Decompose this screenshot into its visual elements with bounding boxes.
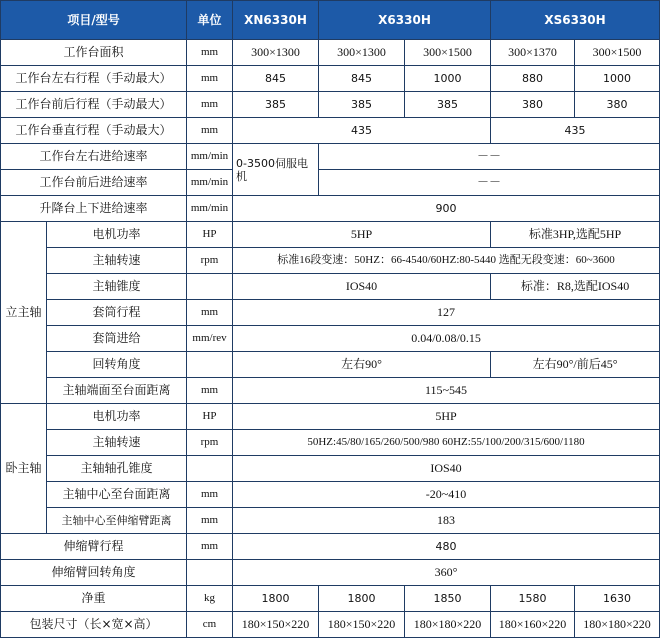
row-label: 主轴轴孔锥度 — [47, 456, 187, 482]
row-label: 工作台左右进给速率 — [1, 144, 187, 170]
value-cell: 左右90°/前后45° — [491, 352, 660, 378]
row-unit: mm — [187, 378, 233, 404]
row-label: 电机功率 — [47, 404, 187, 430]
value-cell: 385 — [405, 92, 491, 118]
value-cell: 385 — [319, 92, 405, 118]
value-cell: 5HP — [233, 222, 491, 248]
row-label: 净重 — [1, 586, 187, 612]
row-label: 回转角度 — [47, 352, 187, 378]
row-label: 包装尺寸（长×宽×高） — [1, 612, 187, 638]
row-unit: mm — [187, 118, 233, 144]
row-label: 工作台前后进给速率 — [1, 170, 187, 196]
value-cell: 180×150×220 — [233, 612, 319, 638]
value-cell: 300×1370 — [491, 40, 575, 66]
row-lr-feed — [1, 144, 660, 170]
row-unit: mm — [187, 534, 233, 560]
row-hs-center-to-table — [1, 482, 660, 508]
row-label: 伸缩臂回转角度 — [1, 560, 187, 586]
value-cell: 183 — [233, 508, 660, 534]
value-cell: 380 — [575, 92, 660, 118]
row-vs-taper — [1, 274, 660, 300]
row-unit: mm — [187, 508, 233, 534]
value-cell: 300×1500 — [575, 40, 660, 66]
value-cell: 左右90° — [233, 352, 491, 378]
row-label: 电机功率 — [47, 222, 187, 248]
header-model-xn6330h: XN6330H — [233, 1, 319, 40]
row-label: 主轴中心至台面距离 — [47, 482, 187, 508]
row-vs-nose-to-table — [1, 378, 660, 404]
value-cell: 180×180×220 — [405, 612, 491, 638]
value-cell: 300×1300 — [233, 40, 319, 66]
value-cell: 385 — [233, 92, 319, 118]
row-lr-travel — [1, 66, 660, 92]
row-vs-quill-travel — [1, 300, 660, 326]
value-cell: 标准16段变速：50HZ：66-4540/60HZ:80-5440 选配无段变速：60~3600 — [233, 248, 660, 274]
value-cell: 480 — [233, 534, 660, 560]
row-fb-feed — [1, 170, 660, 196]
row-hs-speed — [1, 430, 660, 456]
value-cell: 435 — [233, 118, 491, 144]
value-cell: 180×150×220 — [319, 612, 405, 638]
value-cell: 1580 — [491, 586, 575, 612]
row-label: 主轴锥度 — [47, 274, 187, 300]
row-vertical-travel — [1, 118, 660, 144]
row-label: 升降台上下进给速率 — [1, 196, 187, 222]
value-cell: 1850 — [405, 586, 491, 612]
row-label: 工作台前后行程（手动最大） — [1, 92, 187, 118]
servo-motor-cell: 0-3500伺服电机 — [233, 144, 319, 196]
value-cell: 360° — [233, 560, 660, 586]
row-label: 主轴转速 — [47, 248, 187, 274]
row-label: 套筒进给 — [47, 326, 187, 352]
row-label: 工作台面积 — [1, 40, 187, 66]
row-label: 套筒行程 — [47, 300, 187, 326]
header-unit: 单位 — [187, 1, 233, 40]
value-cell: IOS40 — [233, 456, 660, 482]
row-unit: mm/min — [187, 196, 233, 222]
value-cell: 127 — [233, 300, 660, 326]
group-label-vertical-spindle: 立主轴 — [1, 222, 47, 404]
value-cell: 1000 — [405, 66, 491, 92]
header-model-xs6330h: XS6330H — [491, 1, 660, 40]
value-cell: 900 — [233, 196, 660, 222]
row-vs-swivel — [1, 352, 660, 378]
row-label: 主轴端面至台面距离 — [47, 378, 187, 404]
group-label-horizontal-spindle: 卧主轴 — [1, 404, 47, 534]
value-cell: IOS40 — [233, 274, 491, 300]
row-label: 伸缩臂行程 — [1, 534, 187, 560]
value-cell: 845 — [233, 66, 319, 92]
row-unit: mm — [187, 40, 233, 66]
value-cell: 380 — [491, 92, 575, 118]
value-cell: －－ — [319, 144, 660, 170]
row-unit: mm — [187, 300, 233, 326]
header-item: 项目/型号 — [1, 1, 187, 40]
row-unit: mm/rev — [187, 326, 233, 352]
row-ram-travel — [1, 534, 660, 560]
row-fb-travel — [1, 92, 660, 118]
value-cell: 1000 — [575, 66, 660, 92]
row-unit: rpm — [187, 248, 233, 274]
row-label: 主轴转速 — [47, 430, 187, 456]
row-unit — [187, 456, 233, 482]
row-label: 主轴中心至伸缩臂距离 — [47, 508, 187, 534]
row-package-size — [1, 612, 660, 638]
row-vs-power — [1, 222, 660, 248]
value-cell: 300×1500 — [405, 40, 491, 66]
row-hs-center-to-ram — [1, 508, 660, 534]
row-label: 工作台垂直行程（手动最大） — [1, 118, 187, 144]
value-cell: 1800 — [319, 586, 405, 612]
row-lift-feed — [1, 196, 660, 222]
value-cell: 标准：R8,选配IOS40 — [491, 274, 660, 300]
row-label: 工作台左右行程（手动最大） — [1, 66, 187, 92]
row-vs-speed — [1, 248, 660, 274]
row-unit: cm — [187, 612, 233, 638]
row-ram-swivel — [1, 560, 660, 586]
row-unit — [187, 560, 233, 586]
value-cell: 5HP — [233, 404, 660, 430]
header-row — [1, 1, 660, 40]
row-unit — [187, 274, 233, 300]
row-hs-power — [1, 404, 660, 430]
header-model-x6330h: X6330H — [319, 1, 491, 40]
value-cell: 300×1300 — [319, 40, 405, 66]
value-cell: 标准3HP,选配5HP — [491, 222, 660, 248]
row-table-area — [1, 40, 660, 66]
row-unit: rpm — [187, 430, 233, 456]
value-cell: 880 — [491, 66, 575, 92]
value-cell: 180×180×220 — [575, 612, 660, 638]
value-cell: 1630 — [575, 586, 660, 612]
value-cell: 435 — [491, 118, 660, 144]
row-unit: HP — [187, 222, 233, 248]
row-unit: mm/min — [187, 170, 233, 196]
row-unit — [187, 352, 233, 378]
row-unit: mm — [187, 482, 233, 508]
row-unit: mm/min — [187, 144, 233, 170]
row-unit: mm — [187, 66, 233, 92]
row-unit: kg — [187, 586, 233, 612]
value-cell: 180×160×220 — [491, 612, 575, 638]
value-cell: －－ — [319, 170, 660, 196]
value-cell: 115~545 — [233, 378, 660, 404]
row-vs-quill-feed — [1, 326, 660, 352]
row-unit: HP — [187, 404, 233, 430]
value-cell: 845 — [319, 66, 405, 92]
row-hs-taper — [1, 456, 660, 482]
row-unit: mm — [187, 92, 233, 118]
value-cell: 1800 — [233, 586, 319, 612]
value-cell: 50HZ:45/80/165/260/500/980 60HZ:55/100/200/315/600/1180 — [233, 430, 660, 456]
row-net-weight — [1, 586, 660, 612]
value-cell: -20~410 — [233, 482, 660, 508]
value-cell: 0.04/0.08/0.15 — [233, 326, 660, 352]
